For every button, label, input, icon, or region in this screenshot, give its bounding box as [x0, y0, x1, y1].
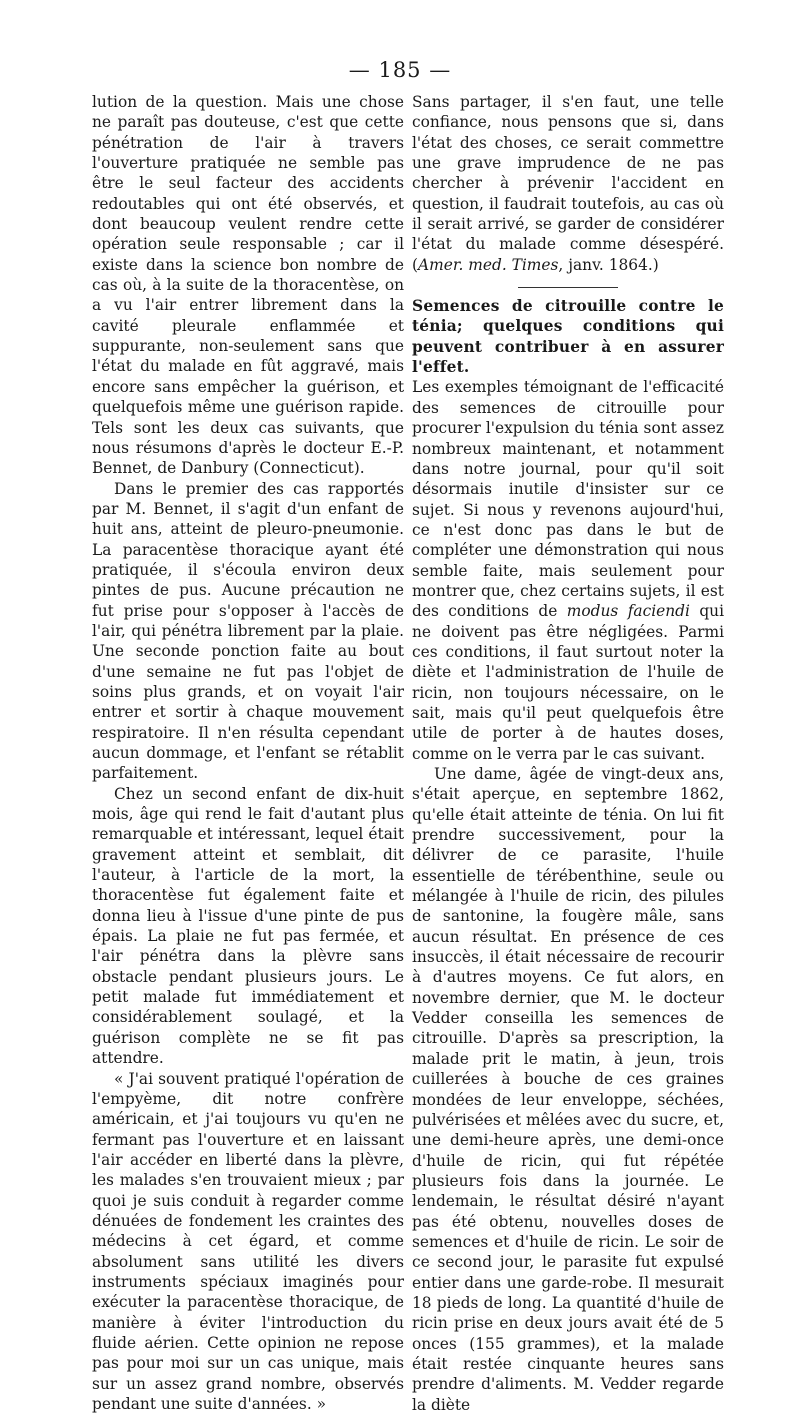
- paragraph-case-report: Une dame, âgée de vingt-deux ans, s'était aperçue, en septembre 1862, qu'elle était atteinte de ténia. On lui fit prendre successivement, pour la délivrer de ce parasite, l'huile essentielle de térébenthine, seule ou mélangée à l'huile de ricin, des pilules de santonine, la fougère mâle, sans aucun résultat. En présence de ces insuccès, il était nécessaire de recourir à d'autres moyens. Ce fut alors, en novembre dernier, que M. le docteur Vedder conseilla les semences de citrouille. D'après sa prescription, la malade prit le matin, à jeun, trois cuillerées à bouche de ces graines mondées de leur enveloppe, séchées, pulvérisées et mêlées avec du sucre, et, une demi-heure après, une demi-once d'huile de ricin, qui fut répétée plusieurs fois dans la journée. Le lendemain, le résultat désiré n'ayant pas été obtenu, nouvelles doses de semences et d'huile de ricin. Le soir de ce second jour, le parasite fut expulsé entier dans une garde-robe. Il mesurait 18 pieds de long. La quantité d'huile de ricin prise en deux jours avait été de 5 onces (155 grammes), et la malade était restée cinquante heures sans prendre d'aliments. M. Vedder regarde la diète: [412, 765, 724, 1414]
- paragraph-thoracentesis-intro: lution de la question. Mais une chose ne paraît pas douteuse, c'est que cette pénétration de l'air à travers l'ouverture pratiquée ne semble pas être le seul facteur des accidents redoutables qui ont été observés, et dont beaucoup veulent rendre cette opération seule responsable ; car il existe dans la science bon nombre de cas où, à la suite de la thoracentèse, on a vu l'air entrer librement dans la cavité pleurale enflammée et suppurante, non-seulement sans que l'état du malade en fût aggravé, mais encore sans empêcher la guérison, et quelquefois même une guérison rapide. Tels sont les deux cas suivants, que nous résumons d'après le docteur E.-P. Bennet, de Danbury (Connecticut).: [92, 93, 404, 478]
- italic-phrase: modus faciendi: [566, 602, 690, 621]
- paragraph-conclusion: [412, 92, 724, 275]
- left-column: [92, 92, 404, 1414]
- right-column: [412, 92, 724, 1415]
- article-heading: Semences de citrouille contre le ténia; quelques conditions qui peuvent contribuer à en assurer l'effet.: [412, 297, 724, 377]
- conclusion-text: Sans partager, il s'en faut, une telle confiance, nous pensons que si, dans l'état des choses, ce serait commettre une grave imprudence de ne pas chercher à prévenir l'accident en question, il faudrait toutefois, au cas où il serait arrivé, se garder de considérer l'état du malade comme désespéré.: [412, 93, 724, 254]
- page-number: — 185 —: [348, 58, 452, 82]
- source-citation: (Amer. med. Times, janv. 1864.): [412, 255, 659, 274]
- source-journal-title: Amer. med. Times: [418, 255, 559, 274]
- paragraph-author-quote: « J'ai souvent pratiqué l'opération de l'empyème, dit notre confrère américain, et j'ai toujours vu qu'en ne fermant pas l'ouverture et en laissant l'air accéder en liberté dans la plèvre, les malades s'en trouvaient mieux ; par quoi je suis conduit à regarder comme dénuées de fondement les craintes des médecins à cet égard, et comme absolument sans utilité les divers instruments spéciaux imaginés pour exécuter la paracentèse thoracique, de manière à éviter l'introduction du fluide aérien. Cette opinion ne repose pas pour moi sur un cas unique, mais sur un assez grand nombre, observés pendant une suite d'années. »: [92, 1069, 404, 1413]
- paragraph-first-case: Dans le premier des cas rapportés par M. Bennet, il s'agit d'un enfant de huit ans, atteint de pleuro-pneumonie. La paracentèse thoracique ayant été pratiquée, il s'écoula environ deux pintes de pus. Aucune précaution ne fut prise pour s'opposer à l'accès de l'air, qui pénétra librement par la plaie. Une seconde ponction faite au bout d'une semaine ne fut pas l'objet de soins plus grands, et on voyait l'air entrer et sortir à chaque mouvement respiratoire. Il n'en résulta cependant aucun dommage, et l'enfant se rétablit parfaitement.: [92, 479, 404, 783]
- section-divider: [518, 287, 618, 288]
- paragraph-second-case: Chez un second enfant de dix-huit mois, âge qui rend le fait d'autant plus remarquable et intéressant, lequel était gravement atteint et semblait, dit l'auteur, à l'article de la mort, la thoracentèse fut également faite et donna lieu à l'issue d'une pinte de pus épais. La plaie ne fut pas fermée, et l'air pénétra dans la plèvre sans obstacle pendant plusieurs jours. Le petit malade fut immédiatement et considérablement soulagé, et la guérison complète ne se fit pas attendre.: [92, 784, 404, 1068]
- paragraph-pumpkin-seeds-intro: Les exemples témoignant de l'efficacité des semences de citrouille pour procurer l'expulsion du ténia sont assez nombreux maintenant, et notamment dans notre journal, pour qu'il soit désormais inutile d'insister sur ce sujet. Si nous y revenons aujourd'hui, ce n'est donc pas dans le but de compléter une démonstration qui nous semble faite, mais seulement pour montrer que, chez certains sujets, il est des conditions de modus faciendi qui ne doivent pas être négligées. Parmi ces conditions, il faut surtout noter la diète et l'administration de l'huile de ricin, non toujours nécessaire, on le sait, mais qu'il peut quelquefois être utile de porter à de hautes doses, comme on le verra par le cas suivant.: [412, 378, 725, 763]
